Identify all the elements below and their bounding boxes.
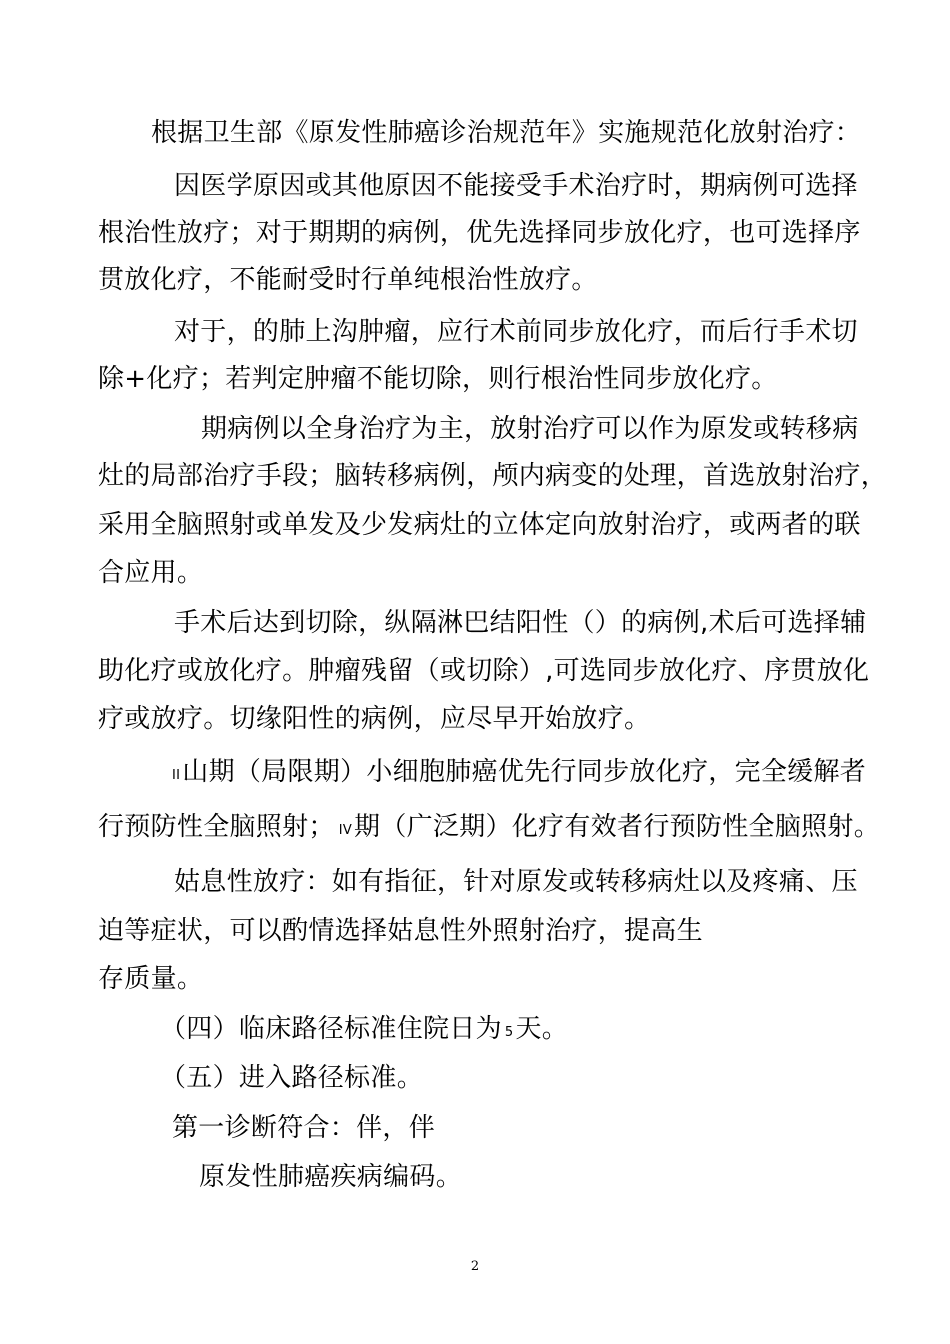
text-line: 手术后达到切除，纵隔淋巴结阳性（）的病例,术后可选择辅	[174, 608, 867, 638]
text-line: 第一诊断符合：伴，伴	[172, 1113, 436, 1143]
text-span: （四）临床路径标准住院日为	[160, 1014, 502, 1044]
text-line: 存质量。	[98, 964, 204, 994]
text-line	[172, 755, 866, 793]
text-line: 期病例以全身治疗为主，放射治疗可以作为原发或转移病	[201, 414, 859, 444]
roman-numeral-ii: II	[172, 768, 181, 783]
section-four-heading	[160, 1012, 568, 1050]
text-line: 灶的局部治疗手段；脑转移病例，颅内病变的处理，首选放射治疗，	[98, 461, 888, 491]
section-five-heading: （五）进入路径标准。	[160, 1063, 424, 1093]
text-line: 迫等症状，可以酌情选择姑息性外照射治疗，提高生	[98, 916, 703, 946]
text-line: 因医学原因或其他原因不能接受手术治疗时，期病例可选择	[174, 171, 858, 201]
text-span: 山期（局限期）小细胞肺癌优先行同步放化疗，完全缓解者	[182, 757, 867, 787]
text-span: 天。	[515, 1014, 569, 1044]
text-line: 贯放化疗，不能耐受时行单纯根治性放疗。	[98, 265, 598, 295]
text-line: 采用全脑照射或单发及少发病灶的立体定向放射治疗，或两者的联	[98, 510, 861, 540]
text-line: 对于，的肺上沟肿瘤，应行术前同步放化疗，而后行手术切	[174, 317, 858, 347]
text-line: 除+化疗；若判定肿瘤不能切除，则行根治性同步放化疗。	[98, 364, 778, 394]
text-line: 助化疗或放化疗。肿瘤残留（或切除）,可选同步放化疗、序贯放化	[98, 656, 870, 686]
text-span: 期（广泛期）化疗有效者行预防性全脑照射。	[354, 812, 881, 842]
text-line	[98, 810, 880, 848]
text-line: 原发性肺癌疾病编码。	[199, 1162, 463, 1192]
days-number: 5	[504, 1025, 514, 1040]
text-line: 合应用。	[98, 558, 204, 588]
page-number: 2	[470, 1259, 480, 1274]
roman-numeral-iv: IV	[338, 823, 353, 838]
text-line: 疗或放疗。切缘阳性的病例，应尽早开始放疗。	[98, 704, 651, 734]
text-span: 行预防性全脑照射；	[98, 812, 335, 842]
text-line: 姑息性放疗：如有指征，针对原发或转移病灶以及疼痛、压	[174, 867, 858, 897]
paragraph-intro: 根据卫生部《原发性肺癌诊治规范年》实施规范化放射治疗：	[151, 118, 862, 148]
text-line: 根治性放疗；对于期期的病例，优先选择同步放化疗，也可选择序	[98, 218, 861, 248]
